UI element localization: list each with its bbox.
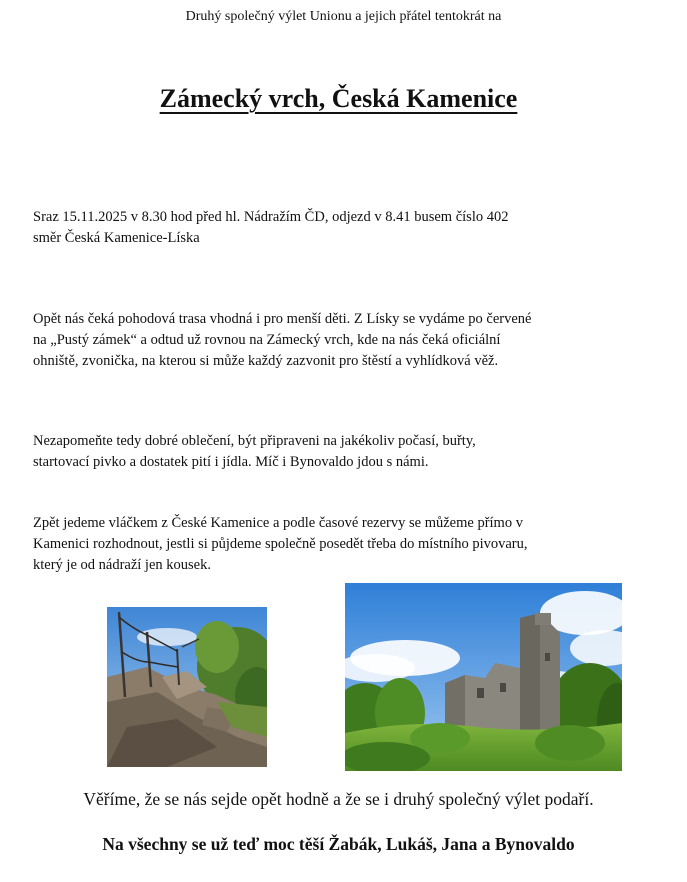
closing-line: Věříme, že se nás sejde opět hodně a že se i druhý společný výlet podaří. bbox=[83, 789, 594, 809]
meeting-paragraph bbox=[33, 207, 658, 249]
intro-line: Druhý společný výlet Unionu a jejich přátel tentokrát na bbox=[185, 9, 502, 24]
packing-line-2: startovací pivko a dostatek pití i jídla. Míč i Bynovaldo jdou s námi. bbox=[33, 454, 429, 470]
trail-photo bbox=[107, 607, 267, 767]
return-line-2: Kamenici rozhodnout, jestli si půjdeme společně posedět třeba do místního pivovaru, bbox=[33, 536, 528, 552]
return-line-1: Zpět jedeme vláčkem z České Kamenice a podle časové rezervy se můžeme přímo v bbox=[33, 515, 523, 531]
castle-ruin-photo bbox=[345, 583, 622, 771]
return-line-3: který je od nádraží jen kousek. bbox=[33, 557, 211, 573]
page-title: Zámecký vrch, Česká Kamenice bbox=[159, 84, 518, 113]
route-line-1: Opět nás čeká pohodová trasa vhodná i pro menší děti. Z Lísky se vydáme po červené bbox=[33, 311, 532, 327]
route-paragraph bbox=[33, 309, 658, 372]
signoff-line: Na všechny se už teď moc těší Žabák, Lukáš, Jana a Bynovaldo bbox=[102, 834, 575, 854]
meeting-line-2: směr Česká Kamenice-Líska bbox=[33, 230, 200, 246]
trail-photo-image bbox=[107, 607, 267, 767]
meeting-line-1: Sraz 15.11.2025 v 8.30 hod před hl. Nádražím ČD, odjezd v 8.41 busem číslo 402 bbox=[33, 209, 509, 225]
packing-paragraph bbox=[33, 431, 658, 473]
return-paragraph bbox=[33, 513, 658, 576]
route-line-2: na „Pustý zámek“ a odtud už rovnou na Zámecký vrch, kde na nás čeká oficiální bbox=[33, 332, 501, 348]
packing-line-1: Nezapomeňte tedy dobré oblečení, být připraveni na jakékoliv počasí, buřty, bbox=[33, 433, 476, 449]
route-line-3: ohniště, zvonička, na kterou si může každý zazvonit pro štěstí a vyhlídková věž. bbox=[33, 353, 499, 369]
castle-ruin-image bbox=[345, 583, 622, 771]
